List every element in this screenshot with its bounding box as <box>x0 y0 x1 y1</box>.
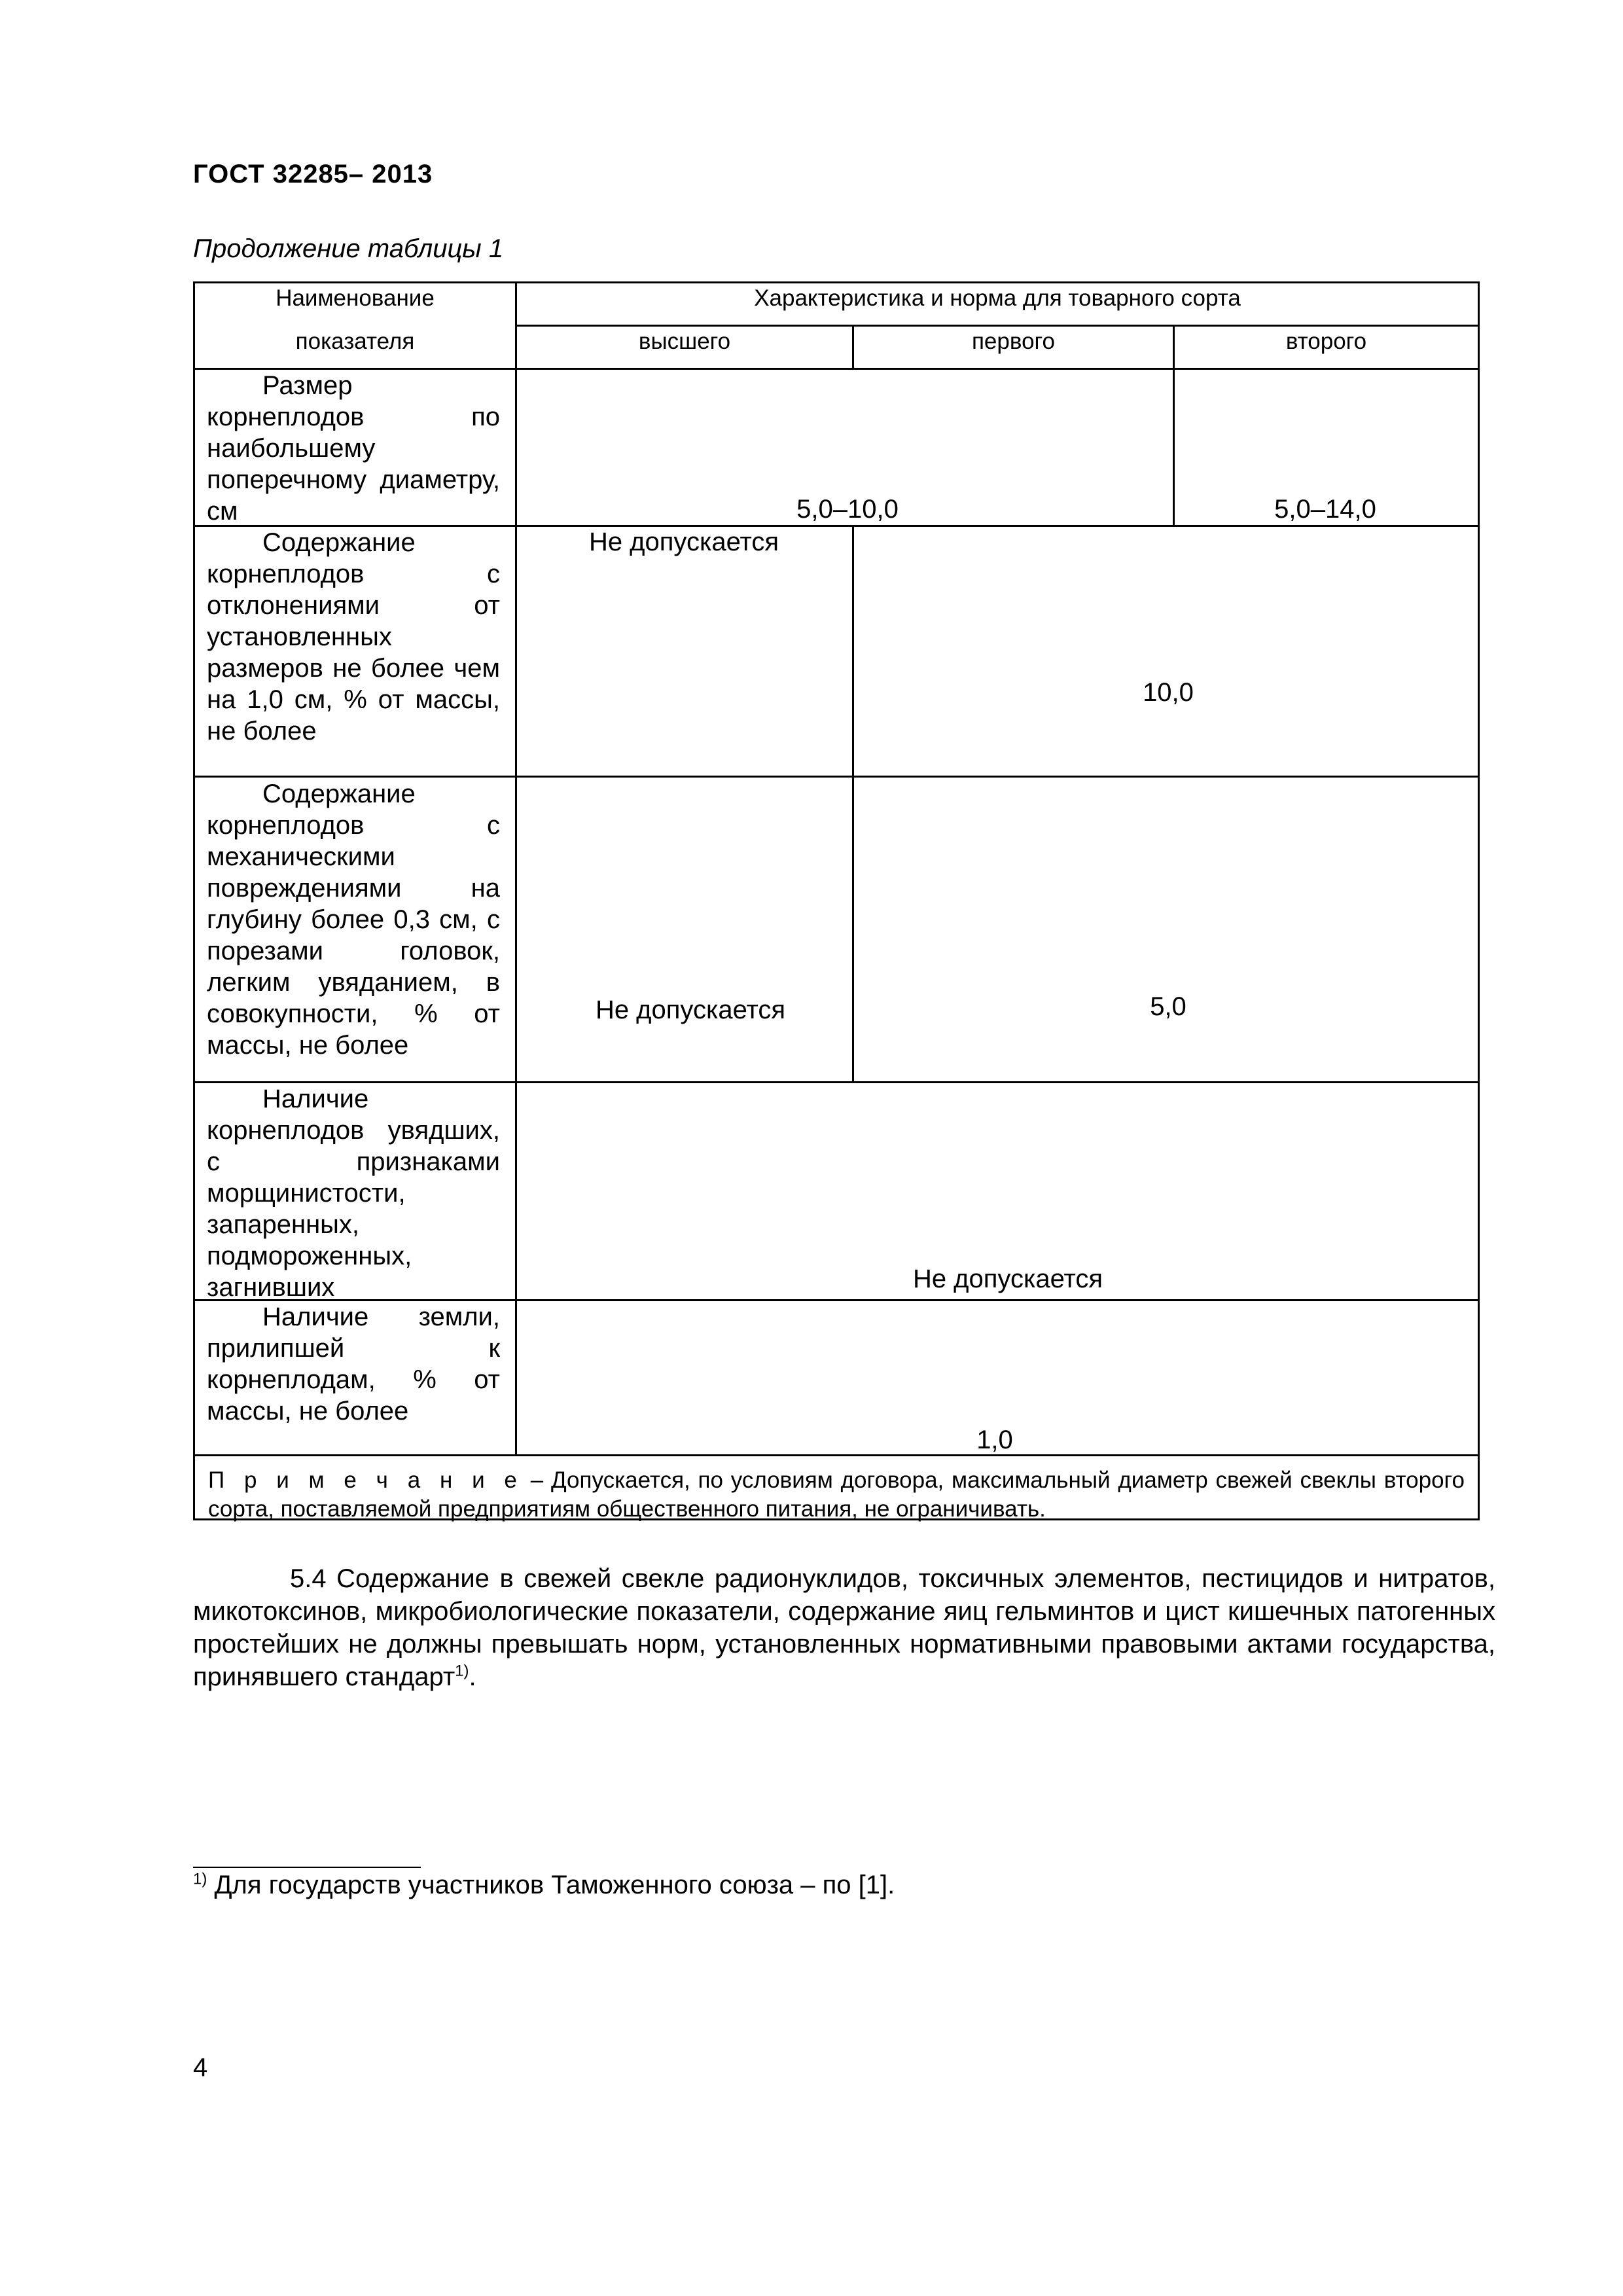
document-header: ГОСТ 32285– 2013 <box>193 160 433 188</box>
cell-value: Не допускается <box>595 996 786 1024</box>
table-border <box>193 1454 1480 1456</box>
cell-value: 5,0–10,0 <box>796 495 899 524</box>
table-border <box>1173 325 1175 527</box>
cell-value: 1,0 <box>976 1426 1013 1454</box>
cell-value: 5,0–14,0 <box>1274 495 1376 524</box>
paragraph-5-4: 5.4 Содержание в свежей свекле радионуклидов, токсичных элементов, пестицидов и нитратов, микотоксинов, микробиологические показатели, содержание яиц гельминтов и цист кишечных патогенных простейших не должны превышать норм, установленных нормативными правовыми актами государства, принявшего стандарт$^{1)}$. <box>193 1564 1495 1691</box>
row-name: Содержание корнеплодов с отклонениями от установленных размеров не более чем на 1,0 см, % от массы, не более <box>207 528 500 745</box>
table-border <box>193 281 1480 283</box>
header-name-line2: показателя <box>295 329 415 354</box>
table-border <box>193 776 1480 778</box>
table-caption: Продолжение таблицы 1 <box>193 234 504 263</box>
cell-value: Не допускается <box>588 528 779 556</box>
footnote-mark: 1) <box>455 1662 469 1680</box>
table-note: П р и м е ч а н и е – Допускается, по условиям договора, максимальный диаметр свежей свеклы второго сорта, поставляемой предприятиям общественного питания, не ограничивать. <box>208 1467 1465 1522</box>
footnote-separator <box>193 1867 421 1868</box>
row-name: Наличие земли, прилипшей к корнеплодам, % от массы, не более <box>207 1302 500 1426</box>
header-grade-highest: высшего <box>638 329 731 354</box>
cell-value: Не допускается <box>912 1265 1103 1293</box>
page-number: 4 <box>193 2053 208 2082</box>
header-name-line1: Наименование <box>276 285 435 311</box>
cell-value: 10,0 <box>1143 678 1194 707</box>
row-name: Содержание корнеплодов с механическими повреждениями на глубину более 0,3 см, с порезами головок, легким увяданием, в совокупности, % от массы, не более <box>207 780 500 1060</box>
row-name: Размер корнеплодов по наибольшему поперечному диаметру, см <box>207 371 500 526</box>
table-border <box>852 525 854 1083</box>
table-border <box>1478 281 1480 1520</box>
table-border <box>516 325 1480 327</box>
header-grade-first: первого <box>971 329 1055 354</box>
header-grade-second: второго <box>1285 329 1367 354</box>
header-group: Характеристика и норма для товарного сорта <box>754 285 1241 311</box>
row-name: Наличие корнеплодов увядших, с признаками морщинистости, запаренных, подмороженных, загнивших <box>207 1085 500 1302</box>
table-border <box>515 281 517 1456</box>
cell-value: 5,0 <box>1150 992 1186 1021</box>
table-border <box>193 281 195 1520</box>
footnote-mark: 1) <box>193 1870 207 1888</box>
footnote: $^{1)}$ Для государств участников Таможенного союза – по [1]. <box>193 1870 895 1899</box>
